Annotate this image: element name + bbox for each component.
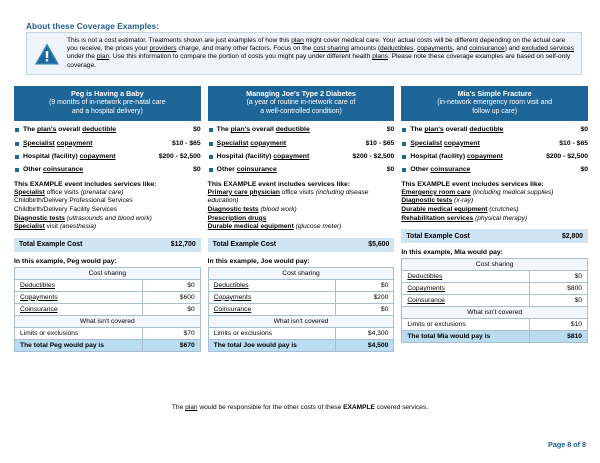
total-example-cost-value: $5,600 bbox=[368, 241, 390, 249]
notice-box bbox=[26, 32, 582, 75]
table-row bbox=[15, 315, 201, 327]
grand-total-value: $670 bbox=[142, 339, 200, 351]
services-title: This EXAMPLE event includes services like: bbox=[14, 180, 157, 188]
service-item: Durable medical equipment (glucose meter) bbox=[207, 223, 342, 231]
cost-sharing-list bbox=[208, 126, 395, 175]
coverage-example-column bbox=[401, 86, 588, 352]
cost-sharing-list bbox=[14, 126, 201, 175]
column-subtitle-line2: follow up care) bbox=[472, 107, 518, 115]
limits-label: Limits or exclusions bbox=[208, 327, 336, 339]
table-row bbox=[208, 327, 394, 339]
limits-label: Limits or exclusions bbox=[15, 327, 143, 339]
cost-share-hospital-value: $200 - $2,500 bbox=[546, 153, 589, 161]
deductibles-label: Deductibles bbox=[402, 271, 530, 283]
bullet-icon bbox=[209, 155, 213, 159]
bullet-icon bbox=[402, 168, 406, 172]
not-covered-section-header: What isn't covered bbox=[15, 315, 201, 327]
pay-table-title: In this example, Peg would pay: bbox=[14, 257, 117, 265]
coverage-example-columns bbox=[14, 86, 588, 352]
footer-note: The plan would be responsible for the other costs of these EXAMPLE covered services. bbox=[171, 404, 429, 411]
table-row bbox=[15, 303, 201, 315]
service-item: Specialist office visits (prenatal care) bbox=[14, 188, 124, 196]
table-row bbox=[15, 267, 201, 279]
coverage-example-column bbox=[208, 86, 395, 352]
service-item: Diagnostic tests (blood work) bbox=[207, 206, 297, 214]
cost-share-hospital-row: Hospital (facility) copayment $200 - $2,500 bbox=[208, 153, 395, 161]
total-example-cost-value: $12,700 bbox=[170, 241, 196, 249]
copayments-label: Copayments bbox=[15, 291, 143, 303]
services-list bbox=[401, 189, 588, 223]
services-title: This EXAMPLE event includes services like: bbox=[401, 180, 544, 188]
cost-share-other-row: Other coinsurance $0 bbox=[208, 166, 395, 174]
grand-total-value: $810 bbox=[530, 331, 588, 343]
cost-share-other-value: $0 bbox=[386, 166, 395, 174]
total-example-cost-value: $2,800 bbox=[561, 232, 584, 240]
limits-label: Limits or exclusions bbox=[402, 319, 530, 331]
table-row bbox=[402, 283, 588, 295]
not-covered-section-header: What isn't covered bbox=[208, 315, 394, 327]
table-row bbox=[15, 291, 201, 303]
cost-share-other-row: Other coinsurance $0 bbox=[14, 166, 201, 174]
table-row bbox=[208, 315, 394, 327]
deductibles-label: Deductibles bbox=[208, 279, 336, 291]
total-example-cost-bar bbox=[401, 229, 588, 243]
cost-share-deductible-value: $0 bbox=[580, 126, 589, 134]
column-subtitle-line2: a well-controlled condition) bbox=[260, 107, 342, 115]
table-row-grand-total bbox=[208, 339, 394, 351]
service-item: Emergency room care (including medical supplies) bbox=[401, 188, 554, 196]
copayments-label: Copayments bbox=[402, 283, 530, 295]
table-row bbox=[402, 271, 588, 283]
services-title: This EXAMPLE event includes services like: bbox=[207, 180, 351, 188]
cost-sharing-section-header: Cost sharing bbox=[208, 267, 394, 279]
coinsurance-label: Coinsurance bbox=[402, 295, 530, 307]
bullet-icon bbox=[209, 168, 213, 172]
cost-share-specialist-row: Specialist copayment $10 - $65 bbox=[208, 140, 395, 148]
bullet-icon bbox=[402, 155, 406, 159]
service-item: Durable medical equipment (crutches) bbox=[401, 206, 519, 214]
warning-triangle-icon bbox=[27, 33, 67, 74]
cost-share-hospital-value: $200 - $2,500 bbox=[158, 153, 201, 161]
column-subtitle-line2: and a hospital delivery) bbox=[71, 107, 143, 115]
services-list bbox=[14, 189, 201, 232]
bullet-icon bbox=[15, 128, 19, 132]
table-row-grand-total bbox=[402, 331, 588, 343]
table-row bbox=[15, 279, 201, 291]
table-row bbox=[15, 327, 201, 339]
cost-share-specialist-value: $10 - $65 bbox=[365, 139, 395, 147]
copayments-value: $600 bbox=[142, 291, 200, 303]
table-row bbox=[208, 303, 394, 315]
coinsurance-value: $0 bbox=[142, 303, 200, 315]
table-row bbox=[402, 307, 588, 319]
column-header bbox=[208, 86, 395, 121]
service-item: Prescription drugs bbox=[207, 214, 267, 222]
grand-total-label: The total Mia would pay is bbox=[402, 331, 530, 343]
cost-share-hospital-value: $200 - $2,500 bbox=[352, 153, 395, 161]
not-covered-section-header: What isn't covered bbox=[402, 307, 588, 319]
coinsurance-value: $0 bbox=[530, 295, 588, 307]
limits-value: $10 bbox=[530, 319, 588, 331]
service-item: Childbirth/Delivery Facility Services bbox=[14, 206, 117, 214]
cost-sharing-section-header: Cost sharing bbox=[15, 267, 201, 279]
pay-table bbox=[14, 267, 201, 352]
services-list bbox=[208, 189, 395, 232]
column-title: Managing Joe's Type 2 Diabetes bbox=[246, 89, 356, 98]
bullet-icon bbox=[402, 128, 406, 132]
column-title: Mia's Simple Fracture bbox=[457, 89, 532, 98]
cost-share-hospital-row: Hospital (facility) copayment $200 - $2,500 bbox=[401, 153, 588, 161]
copayments-value: $800 bbox=[530, 283, 588, 295]
cost-share-other-value: $0 bbox=[193, 166, 201, 174]
service-item: Diagnostic tests (ultrasounds and blood work) bbox=[14, 214, 152, 222]
cost-sharing-list bbox=[401, 126, 588, 175]
deductibles-value: $0 bbox=[530, 271, 588, 283]
bullet-icon bbox=[15, 155, 19, 159]
column-subtitle-line1: (9 months of in-network pre-natal care bbox=[49, 99, 166, 107]
grand-total-label: The total Peg would pay is bbox=[15, 339, 143, 351]
coverage-example-column bbox=[14, 86, 201, 352]
column-header bbox=[401, 86, 588, 121]
coinsurance-label: Coinsurance bbox=[15, 303, 143, 315]
grand-total-label: The total Joe would pay is bbox=[208, 339, 336, 351]
cost-share-deductible-row: The plan's overall deductible $0 bbox=[14, 126, 201, 134]
cost-share-deductible-row: The plan's overall deductible $0 bbox=[401, 126, 588, 134]
column-header bbox=[14, 86, 201, 121]
table-row bbox=[208, 291, 394, 303]
limits-value: $4,300 bbox=[336, 327, 394, 339]
copayments-label: Copayments bbox=[208, 291, 336, 303]
service-item: Specialist visit (anesthesia) bbox=[14, 223, 97, 231]
copayments-value: $200 bbox=[336, 291, 394, 303]
bullet-icon bbox=[15, 168, 19, 172]
total-example-cost-label: Total Example Cost bbox=[406, 232, 470, 240]
bullet-icon bbox=[209, 128, 213, 132]
column-subtitle-line1: (a year of routine in-network care of bbox=[246, 99, 356, 107]
table-row bbox=[402, 259, 588, 271]
column-title: Peg is Having a Baby bbox=[70, 89, 144, 98]
cost-share-other-value: $0 bbox=[580, 166, 589, 174]
pay-table bbox=[401, 258, 588, 343]
cost-share-specialist-row: Specialist copayment $10 - $65 bbox=[401, 140, 588, 148]
deductibles-value: $0 bbox=[142, 279, 200, 291]
service-item: Childbirth/Delivery Professional Services bbox=[14, 197, 133, 205]
table-row-grand-total bbox=[15, 339, 201, 351]
grand-total-value: $4,500 bbox=[336, 339, 394, 351]
cost-share-hospital-row: Hospital (facility) copayment $200 - $2,500 bbox=[14, 153, 201, 161]
pay-table-title: In this example, Joe would pay: bbox=[207, 257, 310, 265]
cost-share-other-row: Other coinsurance $0 bbox=[401, 166, 588, 174]
bullet-icon bbox=[402, 142, 406, 146]
cost-share-deductible-value: $0 bbox=[386, 126, 395, 134]
about-section-title: About these Coverage Examples: bbox=[26, 22, 160, 31]
table-row bbox=[208, 267, 394, 279]
total-example-cost-bar bbox=[14, 238, 201, 252]
service-item: Diagnostic tests (x-ray) bbox=[401, 197, 474, 205]
coinsurance-label: Coinsurance bbox=[208, 303, 336, 315]
pay-table bbox=[208, 267, 395, 352]
table-row bbox=[402, 295, 588, 307]
cost-share-specialist-row: Specialist copayment $10 - $65 bbox=[14, 140, 201, 148]
pay-table-title: In this example, Mia would pay: bbox=[401, 249, 503, 257]
deductibles-label: Deductibles bbox=[15, 279, 143, 291]
bullet-icon bbox=[209, 142, 213, 146]
cost-share-deductible-value: $0 bbox=[193, 126, 201, 134]
column-subtitle-line1: (in-network emergency room visit and bbox=[437, 99, 553, 107]
table-row bbox=[402, 319, 588, 331]
cost-share-deductible-row: The plan's overall deductible $0 bbox=[208, 126, 395, 134]
total-example-cost-bar bbox=[208, 238, 395, 252]
deductibles-value: $0 bbox=[336, 279, 394, 291]
notice-paragraph: This is not a cost estimator. Treatments shown are just examples of how this plan might cover medical care. Your actual costs will be different depending on the actual care you receive, the prices your providers charge, and many other factors. Focus on the cost sharing amounts (deductibles, copayments, and coinsurance) and excluded services under the plan. Use this information to compare the portion of costs you might pay under different health plans. Please note these coverage examples are based on self-only coverage. bbox=[67, 36, 574, 69]
service-item: Primary care physician office visits (including disease education) bbox=[207, 188, 369, 205]
service-item: Rehabilitation services (physical therapy) bbox=[401, 214, 528, 222]
page-number: Page 8 of 8 bbox=[548, 440, 586, 449]
bullet-icon bbox=[15, 142, 19, 146]
cost-share-specialist-value: $10 - $65 bbox=[171, 139, 201, 147]
total-example-cost-label: Total Example Cost bbox=[19, 241, 83, 249]
table-row bbox=[208, 279, 394, 291]
coinsurance-value: $0 bbox=[336, 303, 394, 315]
cost-sharing-section-header: Cost sharing bbox=[402, 259, 588, 271]
cost-share-specialist-value: $10 - $65 bbox=[559, 139, 589, 147]
total-example-cost-label: Total Example Cost bbox=[212, 241, 277, 249]
limits-value: $70 bbox=[142, 327, 200, 339]
